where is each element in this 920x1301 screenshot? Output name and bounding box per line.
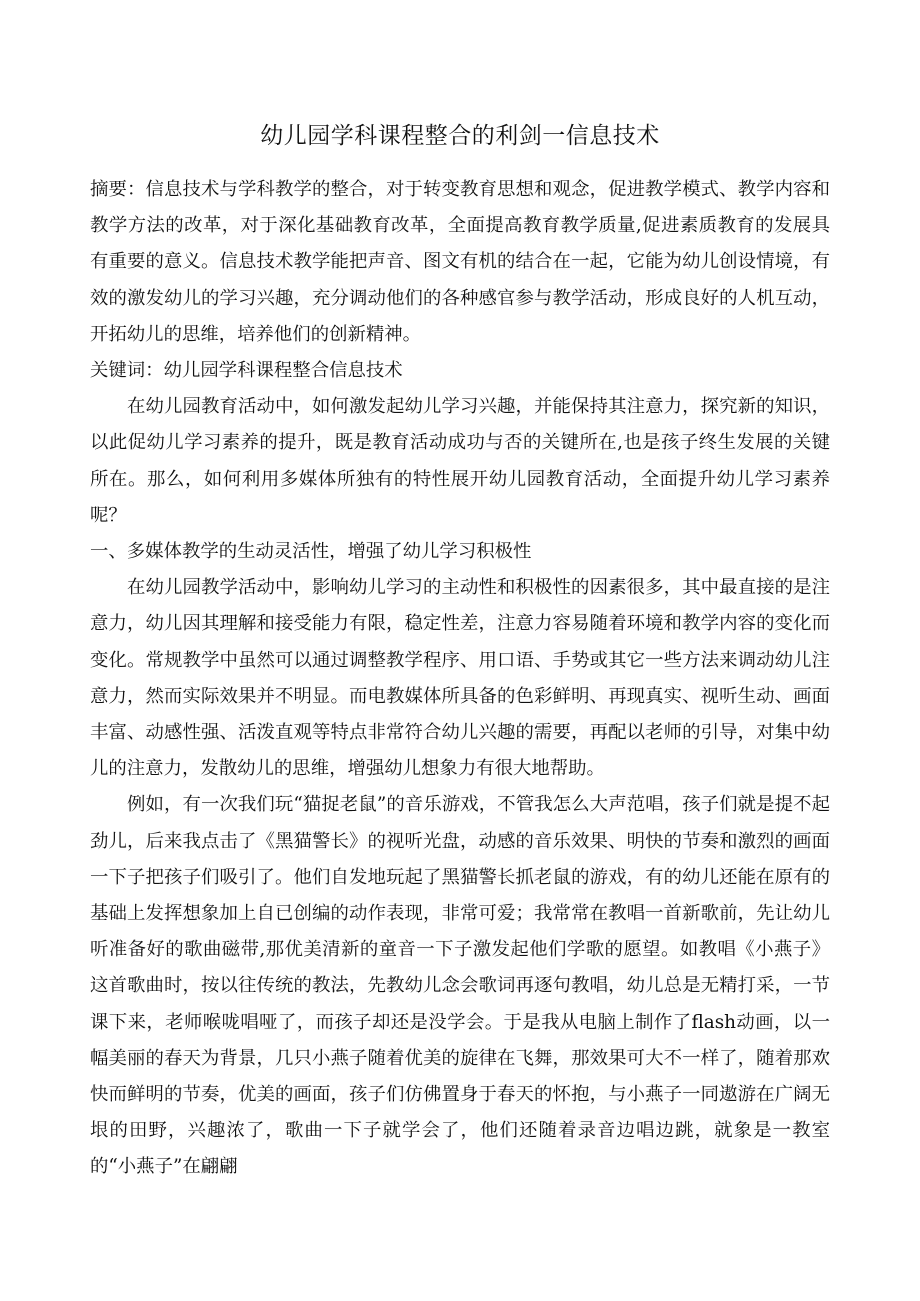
keywords-line: 关键词：幼儿园学科课程整合信息技术 — [90, 360, 403, 382]
document-title: 幼儿园学科课程整合的利剑一信息技术 — [260, 123, 660, 149]
intro-paragraph: 在幼儿园教育活动中，如何激发起幼儿学习兴趣，并能保持其注意力，探究新的知识，以此促幼儿学习素养的提升，既是教育活动成功与否的关键所在,也是孩子终生发展的关键所在。那么，如何利用多媒体所独有的特性展开幼儿园教育活动，全面提升幼儿学习素养呢？ — [90, 396, 830, 526]
body-paragraph: 例如，有一次我们玩“猫捉老鼠”的音乐游戏，不管我怎么大声范唱，孩子们就是提不起劲儿，后来我点击了《黑猫警长》的视听光盘，动感的音乐效果、明快的节奏和激烈的画面一下子把孩子们吸引了。他们自发地玩起了黑猫警长抓老鼠的游戏，有的幼儿还能在原有的基础上发挥想象加上自已创编的动作表现，非常可爱；我常常在教唱一首新歌前，先让幼儿听准备好的歌曲磁带,那优美清新的童音一下子激发起他们学歌的愿望。如教唱《小燕子》这首歌曲时，按以往传统的教法，先教幼儿念会歌词再逐句教唱，幼儿总是无精打采，一节课下来，老师喉咙唱哑了，而孩子却还是没学会。于是我从电脑上制作了flash动画，以一幅美丽的春天为背景，几只小燕子随着优美的旋律在飞舞，那效果可大不一样了，随着那欢快而鲜明的节奏，优美的画面，孩子们仿佛置身于春天的怀抱，与小燕子一同遨游在广阔无垠的田野，兴趣浓了，歌曲一下子就学会了，他们还随着录音边唱边跳，就象是一教室的“小燕子”在翩翩 — [90, 794, 830, 1178]
section-heading: 一、多媒体教学的生动灵活性，增强了幼儿学习积极性 — [90, 541, 532, 563]
document-body — [90, 172, 830, 1186]
body-paragraph: 在幼儿园教学活动中，影响幼儿学习的主动性和积极性的因素很多，其中最直接的是注意力，幼儿因其理解和接受能力有限，稳定性差，注意力容易随着环境和教学内容的变化而变化。常规教学中虽然可以通过调整教学程序、用口语、手势或其它一些方法来调动幼儿注意力，然而实际效果并不明显。而电教媒体所具备的色彩鲜明、再现真实、视听生动、画面丰富、动感性强、活泼直观等特点非常符合幼儿兴趣的需要，再配以老师的引导，对集中幼儿的注意力，发散幼儿的思维，增强幼儿想象力有很大地帮助。 — [90, 577, 830, 780]
abstract-paragraph: 摘要：信息技术与学科教学的整合，对于转变教育思想和观念，促进教学模式、教学内容和教学方法的改革，对于深化基础教育改革，全面提高教育教学质量,促进素质教育的发展具有重要的意义。信息技术教学能把声音、图文有机的结合在一起，它能为幼儿创设情境，有效的激发幼儿的学习兴趣，充分调动他们的各种感官参与教学活动，形成良好的人机互动，开拓幼儿的思维，培养他们的创新精神。 — [90, 179, 830, 345]
